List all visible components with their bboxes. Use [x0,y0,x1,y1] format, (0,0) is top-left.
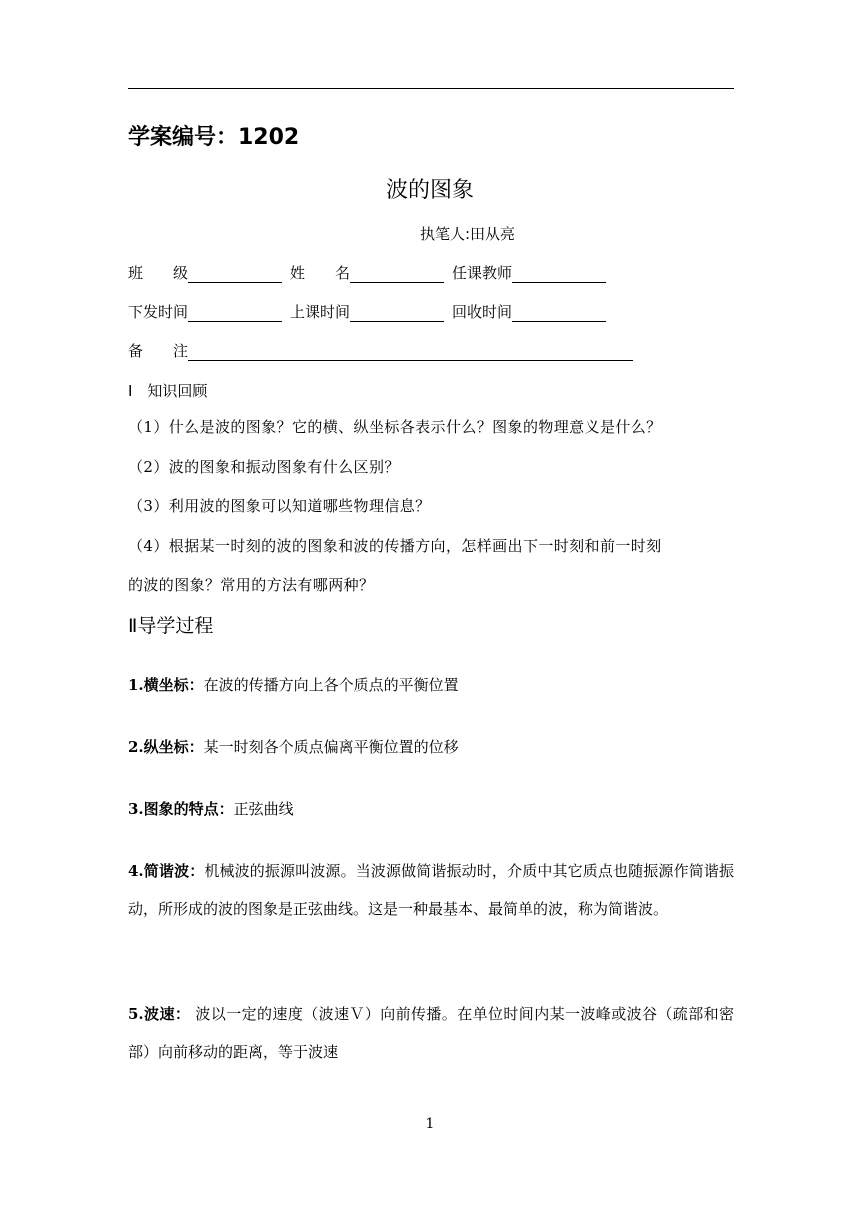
review-heading: Ⅰ 知识回顾 [128,382,208,400]
class-field[interactable] [188,266,282,283]
guide-item-text: 在波的传播方向上各个质点的平衡位置 [203,676,459,694]
teacher-label: 任课教师 [452,264,513,282]
review-question: 的波的图象？常用的方法有哪两种？ [128,576,375,594]
guide-item-term: 5.波速： [128,1005,191,1023]
guide-item [128,790,734,828]
guide-heading: Ⅱ导学过程 [128,615,214,637]
header-rule [128,88,734,89]
remarks-field[interactable] [188,344,633,361]
guide-item [128,852,734,928]
guide-item [128,666,734,704]
teacher-field[interactable] [512,266,606,283]
name-label: 姓 名 [290,264,351,282]
class-time-field[interactable] [350,305,444,322]
guide-item-text: 机械波的振源叫波源。当波源做简谐振动时，介质中其它质点也随振源作简谐振动，所形成的波的图象是正弦曲线。这是一种最基本、最简单的波，称为简谐波。 [128,862,734,918]
guide-item [128,728,734,766]
remarks-label: 备 注 [128,342,189,360]
guide-item-term: 1.横坐标： [128,676,204,694]
class-time-label: 上课时间 [290,303,351,321]
guide-item-text: 某一时刻各个质点偏离平衡位置的位移 [203,738,459,756]
review-question: （4）根据某一时刻的波的图象和波的传播方向，怎样画出下一时刻和前一时刻 [128,537,662,555]
info-row-2 [128,301,614,322]
issue-time-label: 下发时间 [128,303,189,321]
guide-item-term: 3.图象的特点： [128,800,234,818]
collect-time-field[interactable] [512,305,606,322]
review-question: （2）波的图象和振动图象有什么区别？ [128,458,400,476]
author-line: 执笔人:田从亮 [420,225,516,243]
document-title: 波的图象 [385,178,474,203]
issue-time-field[interactable] [188,305,282,322]
guide-item-term: 2.纵坐标： [128,738,204,756]
guide-item [128,995,734,1071]
review-question: （1）什么是波的图象？它的横、纵坐标各表示什么？图象的物理意义是什么？ [128,418,662,436]
name-field[interactable] [350,266,444,283]
guide-item-text: 波以一定的速度（波速Ｖ）向前传播。在单位时间内某一波峰或波谷（疏部和密部）向前移动的距离，等于波速 [128,1005,734,1061]
case-number: 学案编号：1202 [128,125,300,150]
review-question: （3）利用波的图象可以知道哪些物理信息？ [128,497,431,515]
info-row-3 [128,340,641,361]
guide-item-text: 正弦曲线 [233,800,294,818]
info-row-1 [128,262,614,283]
class-label: 班 级 [128,264,189,282]
page-number: 1 [425,1116,435,1132]
collect-time-label: 回收时间 [452,303,513,321]
guide-item-term: 4.简谐波： [128,862,205,880]
